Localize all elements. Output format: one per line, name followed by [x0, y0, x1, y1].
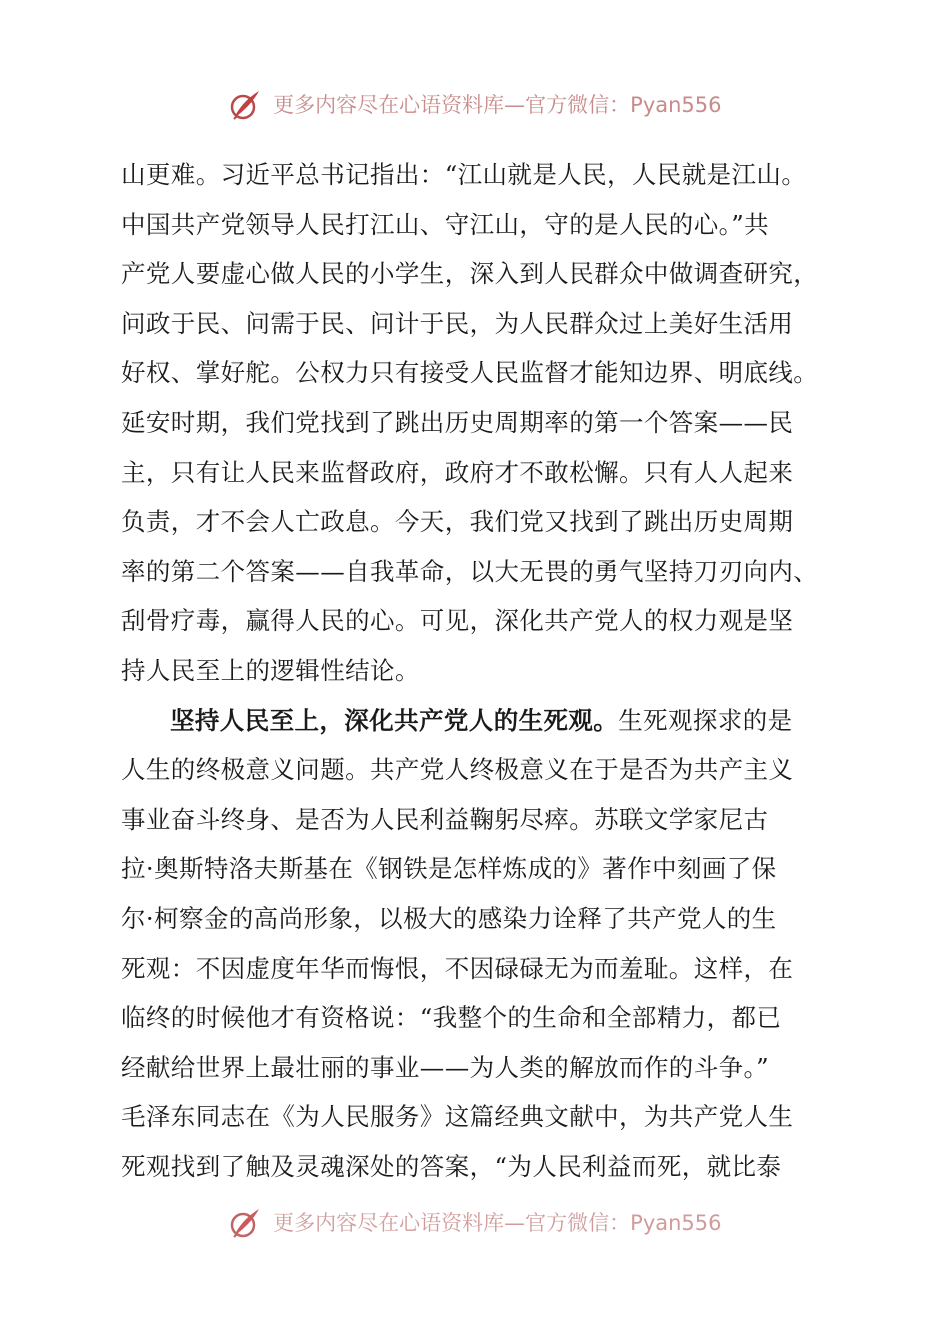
text-line: 刮骨疗毒，赢得人民的心。可见，深化共产党人的权力观是坚	[121, 606, 794, 636]
quill-logo-icon	[228, 1206, 262, 1240]
text-line: 率的第二个答案——自我革命，以大无畏的勇气坚持刀刃向内、	[121, 556, 819, 586]
text-line: 经献给世界上最壮丽的事业——为人类的解放而作的斗争。”	[121, 1052, 770, 1082]
text-line: 山更难。习近平总书记指出：“江山就是人民，人民就是江山。	[121, 160, 807, 189]
quill-logo-icon	[228, 88, 262, 122]
text-line: 产党人要虚心做人民的小学生，深入到人民群众中做调查研究，	[121, 259, 819, 289]
header-watermark	[0, 84, 950, 124]
paragraph-heading: 坚持人民至上，深化共产党人的生死观。	[170, 705, 619, 735]
text-line: 主，只有让人民来监督政府，政府才不敢松懈。只有人人起来	[121, 457, 794, 487]
text-line: 延安时期，我们党找到了跳出历史周期率的第一个答案——民	[121, 407, 794, 437]
text-line: 中国共产党领导人民打江山、守江山，守的是人民的心。”共	[121, 209, 770, 239]
text-line: 人生的终极意义问题。共产党人终极意义在于是否为共产主义	[121, 755, 794, 785]
text-line: 持人民至上的逻辑性结论。	[121, 655, 420, 685]
text-line: 毛泽东同志在《为人民服务》这篇经典文献中，为共产党人生	[121, 1102, 794, 1132]
paragraph-1	[121, 150, 833, 696]
text-line: 事业奋斗终身、是否为人民利益鞠躬尽瘁。苏联文学家尼古	[121, 804, 769, 834]
paragraph-2-first-line	[121, 696, 833, 746]
document-body	[121, 150, 833, 1191]
text-line: 问政于民、问需于民、问计于民，为人民群众过上美好生活用	[121, 308, 794, 338]
text-line: 拉·奥斯特洛夫斯基在《钢铁是怎样炼成的》著作中刻画了保	[121, 854, 777, 884]
text-line: 临终的时候他才有资格说：“我整个的生命和全部精力，都已	[121, 1003, 782, 1033]
footer-watermark	[0, 1202, 950, 1242]
text-line: 好权、掌好舵。公权力只有接受人民监督才能知边界、明底线。	[121, 358, 819, 388]
text-line: 死观找到了触及灵魂深处的答案，“为人民利益而死，就比泰	[121, 1151, 782, 1181]
header-watermark-text: 更多内容尽在心语资料库—官方微信：Pyan556	[273, 93, 722, 117]
text-line: 负责，才不会人亡政息。今天，我们党又找到了跳出历史周期	[121, 507, 794, 537]
paragraph-2	[121, 696, 833, 1192]
text-line: 尔·柯察金的高尚形象，以极大的感染力诠释了共产党人的生	[121, 903, 777, 933]
text-line: 死观：不因虚度年华而悔恨，不因碌碌无为而羞耻。这样，在	[121, 953, 794, 983]
paragraph-heading-rest: 生死观探求的是	[618, 705, 793, 735]
footer-watermark-text: 更多内容尽在心语资料库—官方微信：Pyan556	[273, 1211, 722, 1235]
